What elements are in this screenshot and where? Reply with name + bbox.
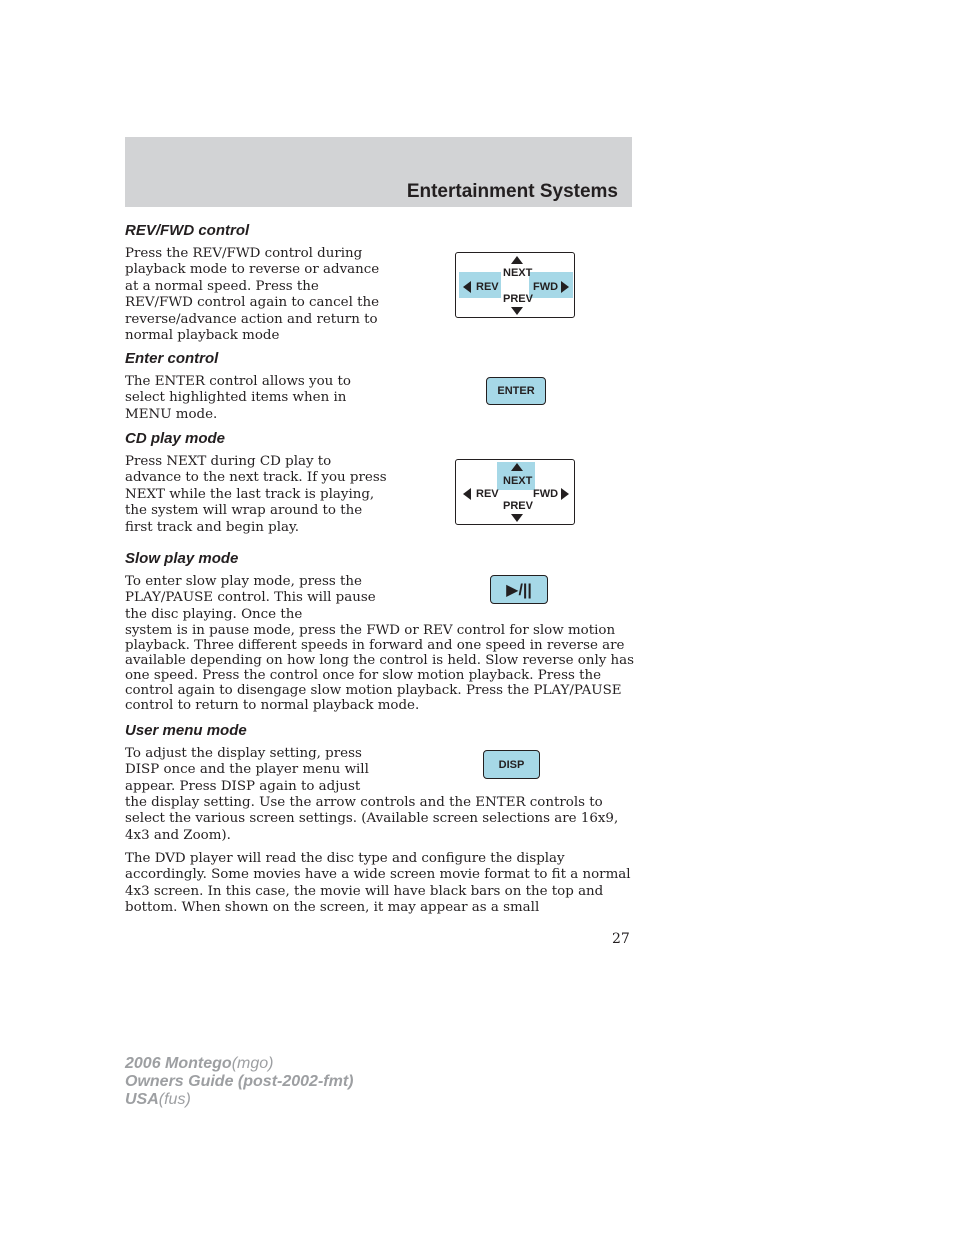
prev-label: PREV xyxy=(503,293,533,305)
play-pause-button: ▶/|| xyxy=(490,575,548,604)
footer-region-code: (fus) xyxy=(158,1091,191,1108)
section-text-cd-play: Press NEXT during CD play to advance to the next track. If you press NEXT while the last track is playing, the system will wrap around to the first track and begin play. xyxy=(125,454,387,535)
rev-fwd-control-diagram xyxy=(455,252,575,318)
section-text-user-menu-b: the display setting. Use the arrow controls and the ENTER controls to select the various screen settings. (Available screen selections are 16x9, 4x3 and Zoom). xyxy=(125,795,619,843)
section-title-slow-play: Slow play mode xyxy=(125,550,239,567)
disp-button: DISP xyxy=(483,750,540,779)
section-text-user-menu-a: To adjust the display setting, press DISP once and the player menu will appear. Press DISP again to adjust xyxy=(125,746,369,794)
footer-model: 2006 Montego xyxy=(125,1055,232,1072)
section-title-user-menu: User menu mode xyxy=(125,722,247,739)
fwd-label: FWD xyxy=(533,281,559,293)
footer-guide: Owners Guide (post-2002-fmt) xyxy=(125,1073,354,1090)
footer-model-code: (mgo) xyxy=(231,1055,274,1072)
up-arrow-icon xyxy=(511,463,523,471)
page-number: 27 xyxy=(612,931,630,947)
rev-label-2: REV xyxy=(476,488,499,500)
enter-button: ENTER xyxy=(486,377,546,405)
up-arrow-icon xyxy=(511,256,523,264)
header-band xyxy=(125,137,632,207)
page-header-title: Entertainment Systems xyxy=(406,181,618,202)
right-arrow-icon xyxy=(561,281,569,293)
section-text-slow-play-b: system is in pause mode, press the FWD or REV control for slow motion playback. Three different speeds in forward and one speed in reverse are available depending on how long the control is held. Slow reverse only has one speed. Press the control once for slow motion playback. Press the control again to disengage slow motion playback. Press the PLAY/PAUSE control to return to normal playback mode. xyxy=(125,623,635,713)
section-text-slow-play-a: To enter slow play mode, press the PLAY/PAUSE control. This will pause the disc playing. Once the xyxy=(125,574,376,622)
next-label: NEXT xyxy=(503,267,533,279)
footer xyxy=(125,1055,353,1109)
section-text-enter: The ENTER control allows you to select highlighted items when in MENU mode. xyxy=(125,374,351,422)
rev-label: REV xyxy=(476,281,499,293)
section-title-cd-play: CD play mode xyxy=(125,430,226,447)
prev-label-2: PREV xyxy=(503,500,533,512)
left-arrow-icon xyxy=(463,281,471,293)
left-arrow-icon xyxy=(463,488,471,500)
section-text-user-menu-c: The DVD player will read the disc type and configure the display accordingly. Some movies have a wide screen movie format to fit a normal 4x3 screen. In this case, the movie will have black bars on the top and bottom. When shown on the screen, it may appear as a small xyxy=(125,851,631,916)
fwd-label-2: FWD xyxy=(533,488,559,500)
down-arrow-icon xyxy=(511,307,523,315)
section-text-rev-fwd: Press the REV/FWD control during playback mode to reverse or advance at a normal speed. Press the REV/FWD control again to cancel the reverse/advance action and return to normal playback mode xyxy=(125,246,380,344)
next-label-2: NEXT xyxy=(503,475,533,487)
section-title-rev-fwd: REV/FWD control xyxy=(125,222,250,239)
right-arrow-icon xyxy=(561,488,569,500)
down-arrow-icon xyxy=(511,514,523,522)
next-control-diagram xyxy=(455,459,575,525)
section-title-enter: Enter control xyxy=(125,350,219,367)
footer-region: USA xyxy=(125,1091,159,1108)
